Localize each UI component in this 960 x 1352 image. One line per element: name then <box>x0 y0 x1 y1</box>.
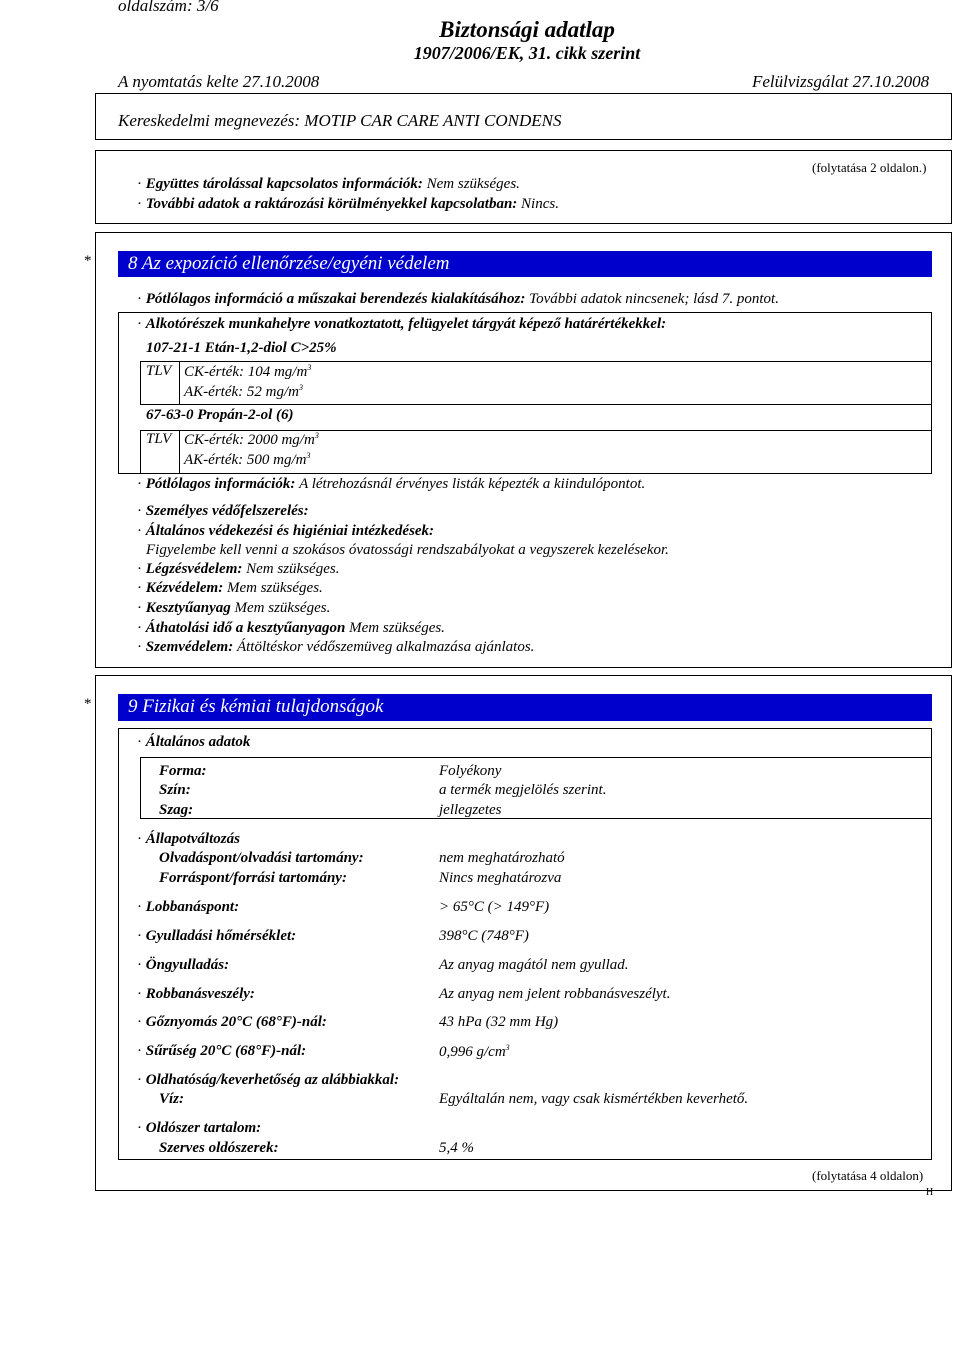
form-value: Folyékony <box>439 763 502 779</box>
substance-2-ak-text: AK-érték: 500 mg/m <box>184 452 307 468</box>
water-value: Egyáltalán nem, vagy csak kismértékben keverhető. <box>439 1091 749 1107</box>
solvent-heading-line: · Oldószer tartalom: <box>137 1120 262 1136</box>
density-line: · Sűrűség 20°C (68°F)-nál: <box>137 1043 307 1059</box>
organic-solvents-label: Szerves oldószerek: <box>159 1140 279 1156</box>
solubility-heading: Oldhatóság/keverhetőség az alábbiakkal: <box>145 1072 400 1088</box>
substance-2-ck-sup: 3 <box>314 431 319 440</box>
substance-2-tlv: TLV <box>146 431 172 447</box>
substance-1-ak <box>184 383 303 401</box>
general-data-heading-line: · Általános adatok <box>137 734 251 750</box>
storage-extra-label: További adatok a raktározási körülményekkel kapcsolatban: <box>145 196 518 212</box>
vapor-pressure-line: · Gőznyomás 20°C (68°F)-nál: <box>137 1014 327 1030</box>
general-measures-heading-line: · Általános védekezési és higiéniai intézkedések: <box>137 523 435 539</box>
section-9-title: 9 Fizikai és kémiai tulajdonságok <box>128 696 384 717</box>
boiling-point-value: Nincs meghatározva <box>439 870 562 886</box>
explosion-line: · Robbanásveszély: <box>137 986 255 1002</box>
substance-1-ak-sup: 3 <box>298 383 303 392</box>
page-number: oldalszám: 3/6 <box>118 0 219 15</box>
section-9-title-bar <box>118 694 932 721</box>
respiratory-line: · Légzésvédelem: Nem szükséges. <box>137 561 340 577</box>
self-ignition-label: Öngyulladás: <box>145 957 230 973</box>
ignition-temp-line: · Gyulladási hőmérséklet: <box>137 928 297 944</box>
general-data-heading: Általános adatok <box>145 734 251 750</box>
odor-label: Szag: <box>159 802 194 818</box>
melting-point-value: nem meghatározható <box>439 850 565 866</box>
color-value: a termék megjelölés szerint. <box>439 782 607 798</box>
substance-2-ck <box>184 431 319 449</box>
storage-info-label: Együttes tárolással kapcsolatos információk: <box>145 176 423 192</box>
substance-1-ak-text: AK-érték: 52 mg/m <box>184 384 299 400</box>
flash-point-value: > 65°C (> 149°F) <box>439 899 550 915</box>
solubility-heading-line: · Oldhatóság/keverhetőség az alábbiakkal: <box>137 1072 400 1088</box>
exposure-limits-heading-line: · Alkotórészek munkahelyre vonatkoztatott, felügyelet tárgyát képező határértékekkel: <box>137 316 667 332</box>
permeation-value: Mem szükséges. <box>349 620 445 636</box>
substance-2-name: 67-63-0 Propán-2-ol (6) <box>146 407 294 423</box>
water-label: Víz: <box>159 1091 185 1107</box>
hand-protection-label: Kézvédelem: <box>145 580 224 596</box>
general-measures-heading: Általános védekezési és higiéniai intézkedések: <box>145 523 435 539</box>
solvent-heading: Oldószer tartalom: <box>145 1120 262 1136</box>
boiling-point-label: Forráspont/forrási tartomány: <box>159 870 347 886</box>
substance-1-ck <box>184 363 311 381</box>
respiratory-label: Légzésvédelem: <box>145 561 243 577</box>
storage-info-value: Nem szükséges. <box>426 176 520 192</box>
density-value-text: 0,996 g/cm <box>439 1044 506 1060</box>
eye-protection-label: Szemvédelem: <box>145 639 234 655</box>
eye-protection-value: Áttöltéskor védőszemüveg alkalmazása ajánlatos. <box>236 639 535 655</box>
section-9-change-marker: * <box>84 696 92 712</box>
flash-point-label: Lobbanáspont: <box>145 899 240 915</box>
general-measures-text: Figyelembe kell venni a szokásos óvatossági rendszabályokat a vegyszerek kezelésekor. <box>146 542 669 558</box>
section-8-title-bar <box>118 251 932 277</box>
state-change-heading-line: · Állapotváltozás <box>137 831 240 847</box>
section-8-change-marker: * <box>84 253 92 269</box>
continued-on-note: (folytatása 4 oldalon) <box>812 1168 924 1183</box>
substance-1-ck-text: CK-érték: 104 mg/m <box>184 364 308 380</box>
technical-info-line: · Pótlólagos információ a műszakai berendezés kialakításához: További adatok nincsenek; lásd 7. pontot. <box>137 291 779 307</box>
exposure-limits-heading: Alkotórészek munkahelyre vonatkoztatott, felügyelet tárgyát képező határértékekkel: <box>145 316 667 332</box>
hand-protection-value: Mem szükséges. <box>226 580 323 596</box>
continuation-from-note: (folytatása 2 oldalon.) <box>812 160 927 175</box>
trade-name: Kereskedelmi megnevezés: MOTIP CAR CARE ANTI CONDENS <box>118 111 562 130</box>
substance-2-ck-text: CK-érték: 2000 mg/m <box>184 432 315 448</box>
density-value-sup: 3 <box>505 1043 510 1052</box>
additional-info-line: · Pótlólagos információk: A létrehozásnál érvényes listák képezték a kiindulópontot. <box>137 476 646 492</box>
permeation-line: · Áthatolási idő a kesztyűanyagon Mem szükséges. <box>137 620 445 636</box>
density-label: Sűrűség 20°C (68°F)-nál: <box>145 1043 307 1059</box>
substance-2-ak-sup: 3 <box>306 451 311 460</box>
storage-info-line: · Együttes tárolással kapcsolatos információk: Nem szükséges. <box>137 176 520 192</box>
technical-info-value: További adatok nincsenek; lásd 7. pontot. <box>529 291 779 307</box>
glove-material-value: Mem szükséges. <box>234 600 331 616</box>
melting-point-label: Olvadáspont/olvadási tartomány: <box>159 850 364 866</box>
section-8-title: 8 Az expozíció ellenőrzése/egyéni védelem <box>128 253 450 274</box>
explosion-value: Az anyag nem jelent robbanásveszélyt. <box>439 986 671 1002</box>
explosion-label: Robbanásveszély: <box>145 986 255 1002</box>
substance-1-ck-sup: 3 <box>307 363 312 372</box>
permeation-label: Áthatolási idő a kesztyűanyagon <box>145 620 346 636</box>
print-date: A nyomtatás kelte 27.10.2008 <box>118 72 320 91</box>
revision-date: Felülvizsgálat 27.10.2008 <box>752 72 930 91</box>
substance-1-tlv: TLV <box>146 363 172 379</box>
ppe-heading: Személyes védőfelszerelés: <box>145 503 309 519</box>
odor-value: jellegzetes <box>439 802 502 818</box>
respiratory-value: Nem szükséges. <box>246 561 340 577</box>
vapor-pressure-value: 43 hPa (32 mm Hg) <box>439 1014 559 1030</box>
glove-material-line: · Kesztyűanyag Mem szükséges. <box>137 600 331 616</box>
state-change-heading: Állapotváltozás <box>145 831 240 847</box>
density-value <box>439 1043 510 1061</box>
substance-2-ak <box>184 451 310 469</box>
eye-protection-line: · Szemvédelem: Áttöltéskor védőszemüveg alkalmazása ajánlatos. <box>137 639 535 655</box>
hand-protection-line: · Kézvédelem: Mem szükséges. <box>137 580 323 596</box>
technical-info-label: Pótlólagos információ a műszakai berendezés kialakításához: <box>145 291 526 307</box>
vapor-pressure-label: Gőznyomás 20°C (68°F)-nál: <box>145 1014 327 1030</box>
document-title: Biztonsági adatlap <box>439 17 615 42</box>
ppe-heading-line: · Személyes védőfelszerelés: <box>137 503 309 519</box>
substance-1-name: 107-21-1 Etán-1,2-diol C>25% <box>146 340 337 356</box>
flash-point-line: · Lobbanáspont: <box>137 899 240 915</box>
additional-info-value: A létrehozásnál érvényes listák képezték a kiindulópontot. <box>299 476 646 492</box>
storage-extra-line: · További adatok a raktározási körülményekkel kapcsolatban: Nincs. <box>137 196 559 212</box>
regulation-reference: 1907/2006/EK, 31. cikk szerint <box>413 43 641 63</box>
color-label: Szín: <box>159 782 191 798</box>
form-label: Forma: <box>159 763 207 779</box>
glove-material-label: Kesztyűanyag <box>145 600 231 616</box>
organic-solvents-value: 5,4 % <box>439 1140 474 1156</box>
self-ignition-line: · Öngyulladás: <box>137 957 230 973</box>
additional-info-label: Pótlólagos információk: <box>145 476 296 492</box>
ignition-temp-label: Gyulladási hőmérséklet: <box>145 928 297 944</box>
self-ignition-value: Az anyag magától nem gyullad. <box>439 957 629 973</box>
footer-mark: H <box>926 1187 934 1198</box>
storage-extra-value: Nincs. <box>521 196 559 212</box>
ignition-temp-value: 398°C (748°F) <box>439 928 529 944</box>
